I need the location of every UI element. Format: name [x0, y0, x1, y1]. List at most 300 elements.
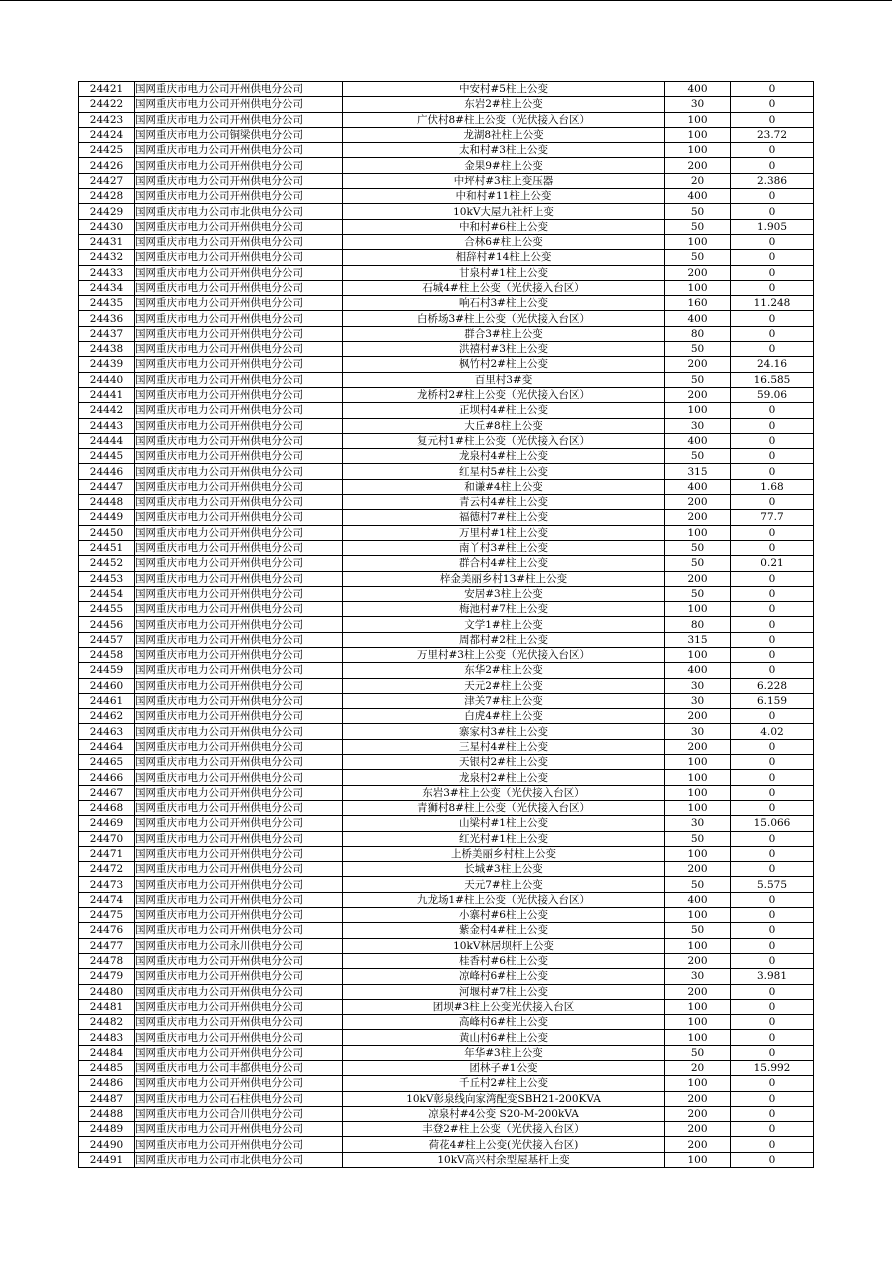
- company-cell: 国网重庆市电力公司开州供电分公司: [135, 189, 343, 204]
- capacity-cell: 100: [665, 647, 731, 662]
- table-row: [79, 112, 814, 127]
- value-cell: 0: [731, 984, 814, 999]
- transformer-name-cell: 洪禧村#3柱上公变: [343, 342, 665, 357]
- company-cell: 国网重庆市电力公司开州供电分公司: [135, 1030, 343, 1045]
- table-row: [79, 556, 814, 571]
- capacity-cell: 30: [665, 678, 731, 693]
- company-cell: 国网重庆市电力公司铜梁供电分公司: [135, 127, 343, 142]
- company-cell: 国网重庆市电力公司开州供电分公司: [135, 387, 343, 402]
- row-id-cell: 24431: [79, 234, 135, 249]
- row-id-cell: 24465: [79, 755, 135, 770]
- table-row: [79, 999, 814, 1014]
- row-id-cell: 24429: [79, 204, 135, 219]
- transformer-name-cell: 津关7#柱上公变: [343, 693, 665, 708]
- company-cell: 国网重庆市电力公司开州供电分公司: [135, 280, 343, 295]
- row-id-cell: 24459: [79, 663, 135, 678]
- capacity-cell: 400: [665, 479, 731, 494]
- row-id-cell: 24454: [79, 586, 135, 601]
- capacity-cell: 30: [665, 693, 731, 708]
- table-row: [79, 693, 814, 708]
- transformer-name-cell: 中坪村#3柱上变压器: [343, 173, 665, 188]
- capacity-cell: 400: [665, 311, 731, 326]
- row-id-cell: 24451: [79, 540, 135, 555]
- row-id-cell: 24466: [79, 770, 135, 785]
- table-row: [79, 82, 814, 97]
- table-row: [79, 800, 814, 815]
- transformer-name-cell: 万里村#3柱上公变（光伏接入台区）: [343, 647, 665, 662]
- company-cell: 国网重庆市电力公司开州供电分公司: [135, 632, 343, 647]
- company-cell: 国网重庆市电力公司开州供电分公司: [135, 816, 343, 831]
- capacity-cell: 200: [665, 739, 731, 754]
- row-id-cell: 24472: [79, 862, 135, 877]
- capacity-cell: 200: [665, 862, 731, 877]
- transformer-name-cell: 广伏村8#柱上公变（光伏接入台区）: [343, 112, 665, 127]
- company-cell: 国网重庆市电力公司开州供电分公司: [135, 112, 343, 127]
- row-id-cell: 24434: [79, 280, 135, 295]
- company-cell: 国网重庆市电力公司市北供电分公司: [135, 1152, 343, 1167]
- company-cell: 国网重庆市电力公司永川供电分公司: [135, 938, 343, 953]
- capacity-cell: 30: [665, 816, 731, 831]
- transformer-name-cell: 团林子#1公变: [343, 1061, 665, 1076]
- row-id-cell: 24490: [79, 1137, 135, 1152]
- row-id-cell: 24479: [79, 969, 135, 984]
- transformer-name-cell: 九龙场1#柱上公变（光伏接入台区）: [343, 892, 665, 907]
- transformer-name-cell: 山梁村#1柱上公变: [343, 816, 665, 831]
- row-id-cell: 24483: [79, 1030, 135, 1045]
- row-id-cell: 24440: [79, 372, 135, 387]
- company-cell: 国网重庆市电力公司开州供电分公司: [135, 739, 343, 754]
- capacity-cell: 100: [665, 280, 731, 295]
- transformer-name-cell: 合林6#柱上公变: [343, 234, 665, 249]
- transformer-name-cell: 三星村4#柱上公变: [343, 739, 665, 754]
- value-cell: 0: [731, 143, 814, 158]
- value-cell: 2.386: [731, 173, 814, 188]
- transformer-name-cell: 响石村3#柱上公变: [343, 296, 665, 311]
- value-cell: 0: [731, 189, 814, 204]
- table-row: [79, 1030, 814, 1045]
- table-row: [79, 265, 814, 280]
- capacity-cell: 50: [665, 204, 731, 219]
- row-id-cell: 24438: [79, 342, 135, 357]
- capacity-cell: 50: [665, 556, 731, 571]
- company-cell: 国网重庆市电力公司市北供电分公司: [135, 204, 343, 219]
- company-cell: 国网重庆市电力公司开州供电分公司: [135, 372, 343, 387]
- table-row: [79, 372, 814, 387]
- table-row: [79, 479, 814, 494]
- capacity-cell: 30: [665, 418, 731, 433]
- table-row: [79, 219, 814, 234]
- capacity-cell: 100: [665, 234, 731, 249]
- company-cell: 国网重庆市电力公司开州供电分公司: [135, 173, 343, 188]
- capacity-cell: 400: [665, 433, 731, 448]
- table-row: [79, 938, 814, 953]
- value-cell: 3.981: [731, 969, 814, 984]
- table-row: [79, 204, 814, 219]
- value-cell: 0: [731, 449, 814, 464]
- capacity-cell: 100: [665, 1015, 731, 1030]
- transformer-name-cell: 太和村#3柱上公变: [343, 143, 665, 158]
- value-cell: 0: [731, 82, 814, 97]
- value-cell: 0: [731, 785, 814, 800]
- transformer-name-cell: 红星村5#柱上公变: [343, 464, 665, 479]
- row-id-cell: 24480: [79, 984, 135, 999]
- capacity-cell: 315: [665, 464, 731, 479]
- transformer-name-cell: 龙湖8社柱上公变: [343, 127, 665, 142]
- capacity-cell: 100: [665, 1030, 731, 1045]
- value-cell: 0: [731, 326, 814, 341]
- value-cell: 0: [731, 571, 814, 586]
- company-cell: 国网重庆市电力公司开州供电分公司: [135, 999, 343, 1014]
- row-id-cell: 24445: [79, 449, 135, 464]
- value-cell: 0: [731, 1076, 814, 1091]
- table-row: [79, 433, 814, 448]
- transformer-name-cell: 龙泉村4#柱上公变: [343, 449, 665, 464]
- capacity-cell: 200: [665, 265, 731, 280]
- value-cell: 0: [731, 112, 814, 127]
- row-id-cell: 24477: [79, 938, 135, 953]
- table-row: [79, 173, 814, 188]
- value-cell: 0: [731, 1091, 814, 1106]
- row-id-cell: 24478: [79, 953, 135, 968]
- table-row: [79, 234, 814, 249]
- company-cell: 国网重庆市电力公司开州供电分公司: [135, 1122, 343, 1137]
- value-cell: 6.159: [731, 693, 814, 708]
- table-row: [79, 127, 814, 142]
- transformer-name-cell: 东岩2#柱上公变: [343, 97, 665, 112]
- transformer-name-cell: 寨家村3#柱上公变: [343, 724, 665, 739]
- capacity-cell: 200: [665, 495, 731, 510]
- transformer-name-cell: 金果9#柱上公变: [343, 158, 665, 173]
- capacity-cell: 50: [665, 540, 731, 555]
- table-body: [79, 82, 814, 1168]
- value-cell: 1.68: [731, 479, 814, 494]
- capacity-cell: 100: [665, 846, 731, 861]
- company-cell: 国网重庆市电力公司开州供电分公司: [135, 724, 343, 739]
- transformer-capacity-table: [78, 81, 814, 1168]
- value-cell: 0: [731, 755, 814, 770]
- transformer-name-cell: 红光村#1柱上公变: [343, 831, 665, 846]
- company-cell: 国网重庆市电力公司开州供电分公司: [135, 1015, 343, 1030]
- value-cell: 0: [731, 632, 814, 647]
- company-cell: 国网重庆市电力公司开州供电分公司: [135, 326, 343, 341]
- row-id-cell: 24450: [79, 525, 135, 540]
- value-cell: 0: [731, 709, 814, 724]
- transformer-name-cell: 枫竹村2#柱上公变: [343, 357, 665, 372]
- value-cell: 0: [731, 892, 814, 907]
- company-cell: 国网重庆市电力公司开州供电分公司: [135, 785, 343, 800]
- table-row: [79, 770, 814, 785]
- company-cell: 国网重庆市电力公司开州供电分公司: [135, 296, 343, 311]
- value-cell: 0: [731, 250, 814, 265]
- capacity-cell: 100: [665, 999, 731, 1014]
- transformer-name-cell: 甘泉村#1柱上公变: [343, 265, 665, 280]
- row-id-cell: 24430: [79, 219, 135, 234]
- company-cell: 国网重庆市电力公司开州供电分公司: [135, 647, 343, 662]
- transformer-name-cell: 东岩3#柱上公变（光伏接入台区）: [343, 785, 665, 800]
- capacity-cell: 100: [665, 1076, 731, 1091]
- value-cell: 0: [731, 1045, 814, 1060]
- transformer-name-cell: 白桥场3#柱上公变（光伏接入台区）: [343, 311, 665, 326]
- row-id-cell: 24467: [79, 785, 135, 800]
- transformer-name-cell: 百里村3#变: [343, 372, 665, 387]
- company-cell: 国网重庆市电力公司开州供电分公司: [135, 923, 343, 938]
- table-row: [79, 969, 814, 984]
- table-row: [79, 464, 814, 479]
- table-row: [79, 892, 814, 907]
- value-cell: 0: [731, 1122, 814, 1137]
- row-id-cell: 24428: [79, 189, 135, 204]
- transformer-name-cell: 10kV林居坝杆上公变: [343, 938, 665, 953]
- company-cell: 国网重庆市电力公司开州供电分公司: [135, 234, 343, 249]
- transformer-name-cell: 桂香村#6柱上公变: [343, 953, 665, 968]
- value-cell: 0: [731, 234, 814, 249]
- transformer-name-cell: 安居#3柱上公变: [343, 586, 665, 601]
- company-cell: 国网重庆市电力公司开州供电分公司: [135, 617, 343, 632]
- value-cell: 6.228: [731, 678, 814, 693]
- table-row: [79, 1122, 814, 1137]
- capacity-cell: 200: [665, 709, 731, 724]
- row-id-cell: 24469: [79, 816, 135, 831]
- table-row: [79, 1061, 814, 1076]
- row-id-cell: 24461: [79, 693, 135, 708]
- company-cell: 国网重庆市电力公司开州供电分公司: [135, 877, 343, 892]
- capacity-cell: 30: [665, 97, 731, 112]
- table-row: [79, 326, 814, 341]
- company-cell: 国网重庆市电力公司开州供电分公司: [135, 479, 343, 494]
- row-id-cell: 24463: [79, 724, 135, 739]
- transformer-name-cell: 群合村4#柱上公变: [343, 556, 665, 571]
- value-cell: 0: [731, 403, 814, 418]
- transformer-name-cell: 青云村4#柱上公变: [343, 495, 665, 510]
- transformer-name-cell: 青狮村8#柱上公变（光伏接入台区）: [343, 800, 665, 815]
- table-row: [79, 280, 814, 295]
- value-cell: 15.066: [731, 816, 814, 831]
- row-id-cell: 24432: [79, 250, 135, 265]
- table-row: [79, 816, 814, 831]
- capacity-cell: 50: [665, 831, 731, 846]
- transformer-name-cell: 10kV彰泉线向家湾配变SBH21-200KVA: [343, 1091, 665, 1106]
- company-cell: 国网重庆市电力公司开州供电分公司: [135, 678, 343, 693]
- table-row: [79, 724, 814, 739]
- company-cell: 国网重庆市电力公司开州供电分公司: [135, 82, 343, 97]
- capacity-cell: 50: [665, 923, 731, 938]
- table-row: [79, 1091, 814, 1106]
- capacity-cell: 100: [665, 112, 731, 127]
- company-cell: 国网重庆市电力公司石柱供电分公司: [135, 1091, 343, 1106]
- capacity-cell: 200: [665, 571, 731, 586]
- value-cell: 11.248: [731, 296, 814, 311]
- row-id-cell: 24453: [79, 571, 135, 586]
- company-cell: 国网重庆市电力公司开州供电分公司: [135, 693, 343, 708]
- row-id-cell: 24487: [79, 1091, 135, 1106]
- company-cell: 国网重庆市电力公司开州供电分公司: [135, 311, 343, 326]
- value-cell: 0: [731, 158, 814, 173]
- value-cell: 4.02: [731, 724, 814, 739]
- capacity-cell: 100: [665, 525, 731, 540]
- transformer-name-cell: 中安村#5柱上公变: [343, 82, 665, 97]
- row-id-cell: 24449: [79, 510, 135, 525]
- table-row: [79, 342, 814, 357]
- value-cell: 0: [731, 540, 814, 555]
- value-cell: 0: [731, 311, 814, 326]
- table-row: [79, 189, 814, 204]
- company-cell: 国网重庆市电力公司开州供电分公司: [135, 586, 343, 601]
- value-cell: 0: [731, 1106, 814, 1121]
- company-cell: 国网重庆市电力公司开州供电分公司: [135, 357, 343, 372]
- table-row: [79, 403, 814, 418]
- row-id-cell: 24456: [79, 617, 135, 632]
- value-cell: 0: [731, 1152, 814, 1167]
- value-cell: 0: [731, 800, 814, 815]
- capacity-cell: 20: [665, 173, 731, 188]
- row-id-cell: 24455: [79, 602, 135, 617]
- row-id-cell: 24427: [79, 173, 135, 188]
- capacity-cell: 200: [665, 1091, 731, 1106]
- table-row: [79, 632, 814, 647]
- value-cell: 0: [731, 525, 814, 540]
- transformer-name-cell: 河堰村#7柱上公变: [343, 984, 665, 999]
- company-cell: 国网重庆市电力公司开州供电分公司: [135, 571, 343, 586]
- capacity-cell: 400: [665, 663, 731, 678]
- transformer-name-cell: 小寨村#6柱上公变: [343, 908, 665, 923]
- row-id-cell: 24443: [79, 418, 135, 433]
- table-row: [79, 1045, 814, 1060]
- table-row: [79, 617, 814, 632]
- row-id-cell: 24473: [79, 877, 135, 892]
- table-row: [79, 755, 814, 770]
- table-row: [79, 984, 814, 999]
- capacity-cell: 200: [665, 357, 731, 372]
- capacity-cell: 100: [665, 938, 731, 953]
- row-id-cell: 24468: [79, 800, 135, 815]
- table-row: [79, 540, 814, 555]
- value-cell: 0: [731, 602, 814, 617]
- company-cell: 国网重庆市电力公司开州供电分公司: [135, 464, 343, 479]
- company-cell: 国网重庆市电力公司开州供电分公司: [135, 1045, 343, 1060]
- transformer-name-cell: 荷花4#柱上公变(光伏接入台区): [343, 1137, 665, 1152]
- transformer-name-cell: 龙桥村2#柱上公变（光伏接入台区）: [343, 387, 665, 402]
- value-cell: 0: [731, 433, 814, 448]
- row-id-cell: 24485: [79, 1061, 135, 1076]
- transformer-name-cell: 丰登2#柱上公变（光伏接入台区）: [343, 1122, 665, 1137]
- capacity-cell: 50: [665, 372, 731, 387]
- capacity-cell: 20: [665, 1061, 731, 1076]
- table-row: [79, 831, 814, 846]
- table-row: [79, 1015, 814, 1030]
- capacity-cell: 315: [665, 632, 731, 647]
- transformer-name-cell: 凉泉村#4公变 S20-M-200kVA: [343, 1106, 665, 1121]
- row-id-cell: 24452: [79, 556, 135, 571]
- company-cell: 国网重庆市电力公司开州供电分公司: [135, 984, 343, 999]
- transformer-name-cell: 年华#3柱上公变: [343, 1045, 665, 1060]
- company-cell: 国网重庆市电力公司开州供电分公司: [135, 892, 343, 907]
- row-id-cell: 24426: [79, 158, 135, 173]
- table-row: [79, 862, 814, 877]
- table-row: [79, 709, 814, 724]
- value-cell: 16.585: [731, 372, 814, 387]
- company-cell: 国网重庆市电力公司开州供电分公司: [135, 1076, 343, 1091]
- value-cell: 0: [731, 770, 814, 785]
- company-cell: 国网重庆市电力公司开州供电分公司: [135, 342, 343, 357]
- row-id-cell: 24423: [79, 112, 135, 127]
- company-cell: 国网重庆市电力公司开州供电分公司: [135, 540, 343, 555]
- company-cell: 国网重庆市电力公司开州供电分公司: [135, 831, 343, 846]
- company-cell: 国网重庆市电力公司丰都供电分公司: [135, 1061, 343, 1076]
- value-cell: 0: [731, 464, 814, 479]
- company-cell: 国网重庆市电力公司开州供电分公司: [135, 862, 343, 877]
- company-cell: 国网重庆市电力公司开州供电分公司: [135, 158, 343, 173]
- row-id-cell: 24421: [79, 82, 135, 97]
- company-cell: 国网重庆市电力公司开州供电分公司: [135, 755, 343, 770]
- transformer-name-cell: 正坝村4#柱上公变: [343, 403, 665, 418]
- row-id-cell: 24470: [79, 831, 135, 846]
- row-id-cell: 24457: [79, 632, 135, 647]
- capacity-cell: 100: [665, 800, 731, 815]
- value-cell: 0: [731, 846, 814, 861]
- table-row: [79, 785, 814, 800]
- transformer-name-cell: 凉峰村6#柱上公变: [343, 969, 665, 984]
- value-cell: 59.06: [731, 387, 814, 402]
- value-cell: 0: [731, 908, 814, 923]
- value-cell: 0: [731, 265, 814, 280]
- value-cell: 0: [731, 617, 814, 632]
- table-row: [79, 525, 814, 540]
- table-row: [79, 387, 814, 402]
- table-row: [79, 586, 814, 601]
- table-row: [79, 296, 814, 311]
- company-cell: 国网重庆市电力公司开州供电分公司: [135, 265, 343, 280]
- transformer-name-cell: 10kV大屋九社杆上变: [343, 204, 665, 219]
- capacity-cell: 200: [665, 510, 731, 525]
- row-id-cell: 24441: [79, 387, 135, 402]
- row-id-cell: 24471: [79, 846, 135, 861]
- transformer-name-cell: 中和村#6柱上公变: [343, 219, 665, 234]
- row-id-cell: 24458: [79, 647, 135, 662]
- company-cell: 国网重庆市电力公司开州供电分公司: [135, 969, 343, 984]
- row-id-cell: 24484: [79, 1045, 135, 1060]
- transformer-name-cell: 上桥美丽乡村柱上公变: [343, 846, 665, 861]
- capacity-cell: 50: [665, 342, 731, 357]
- table-row: [79, 357, 814, 372]
- transformer-name-cell: 长城#3柱上公变: [343, 862, 665, 877]
- page-top-border: [0, 0, 892, 1]
- value-cell: 0: [731, 923, 814, 938]
- row-id-cell: 24486: [79, 1076, 135, 1091]
- company-cell: 国网重庆市电力公司开州供电分公司: [135, 433, 343, 448]
- company-cell: 国网重庆市电力公司开州供电分公司: [135, 908, 343, 923]
- transformer-name-cell: 龙泉村2#柱上公变: [343, 770, 665, 785]
- table-row: [79, 158, 814, 173]
- transformer-name-cell: 相辞村#14柱上公变: [343, 250, 665, 265]
- value-cell: 0: [731, 280, 814, 295]
- capacity-cell: 100: [665, 403, 731, 418]
- value-cell: 0: [731, 999, 814, 1014]
- value-cell: 5.575: [731, 877, 814, 892]
- capacity-cell: 50: [665, 1045, 731, 1060]
- value-cell: 0.21: [731, 556, 814, 571]
- table-row: [79, 495, 814, 510]
- value-cell: 0: [731, 663, 814, 678]
- table-row: [79, 647, 814, 662]
- capacity-cell: 400: [665, 82, 731, 97]
- transformer-name-cell: 天元2#柱上公变: [343, 678, 665, 693]
- value-cell: 0: [731, 418, 814, 433]
- table-row: [79, 953, 814, 968]
- company-cell: 国网重庆市电力公司开州供电分公司: [135, 953, 343, 968]
- transformer-name-cell: 梅池村#7柱上公变: [343, 602, 665, 617]
- value-cell: 23.72: [731, 127, 814, 142]
- transformer-name-cell: 福德村7#柱上公变: [343, 510, 665, 525]
